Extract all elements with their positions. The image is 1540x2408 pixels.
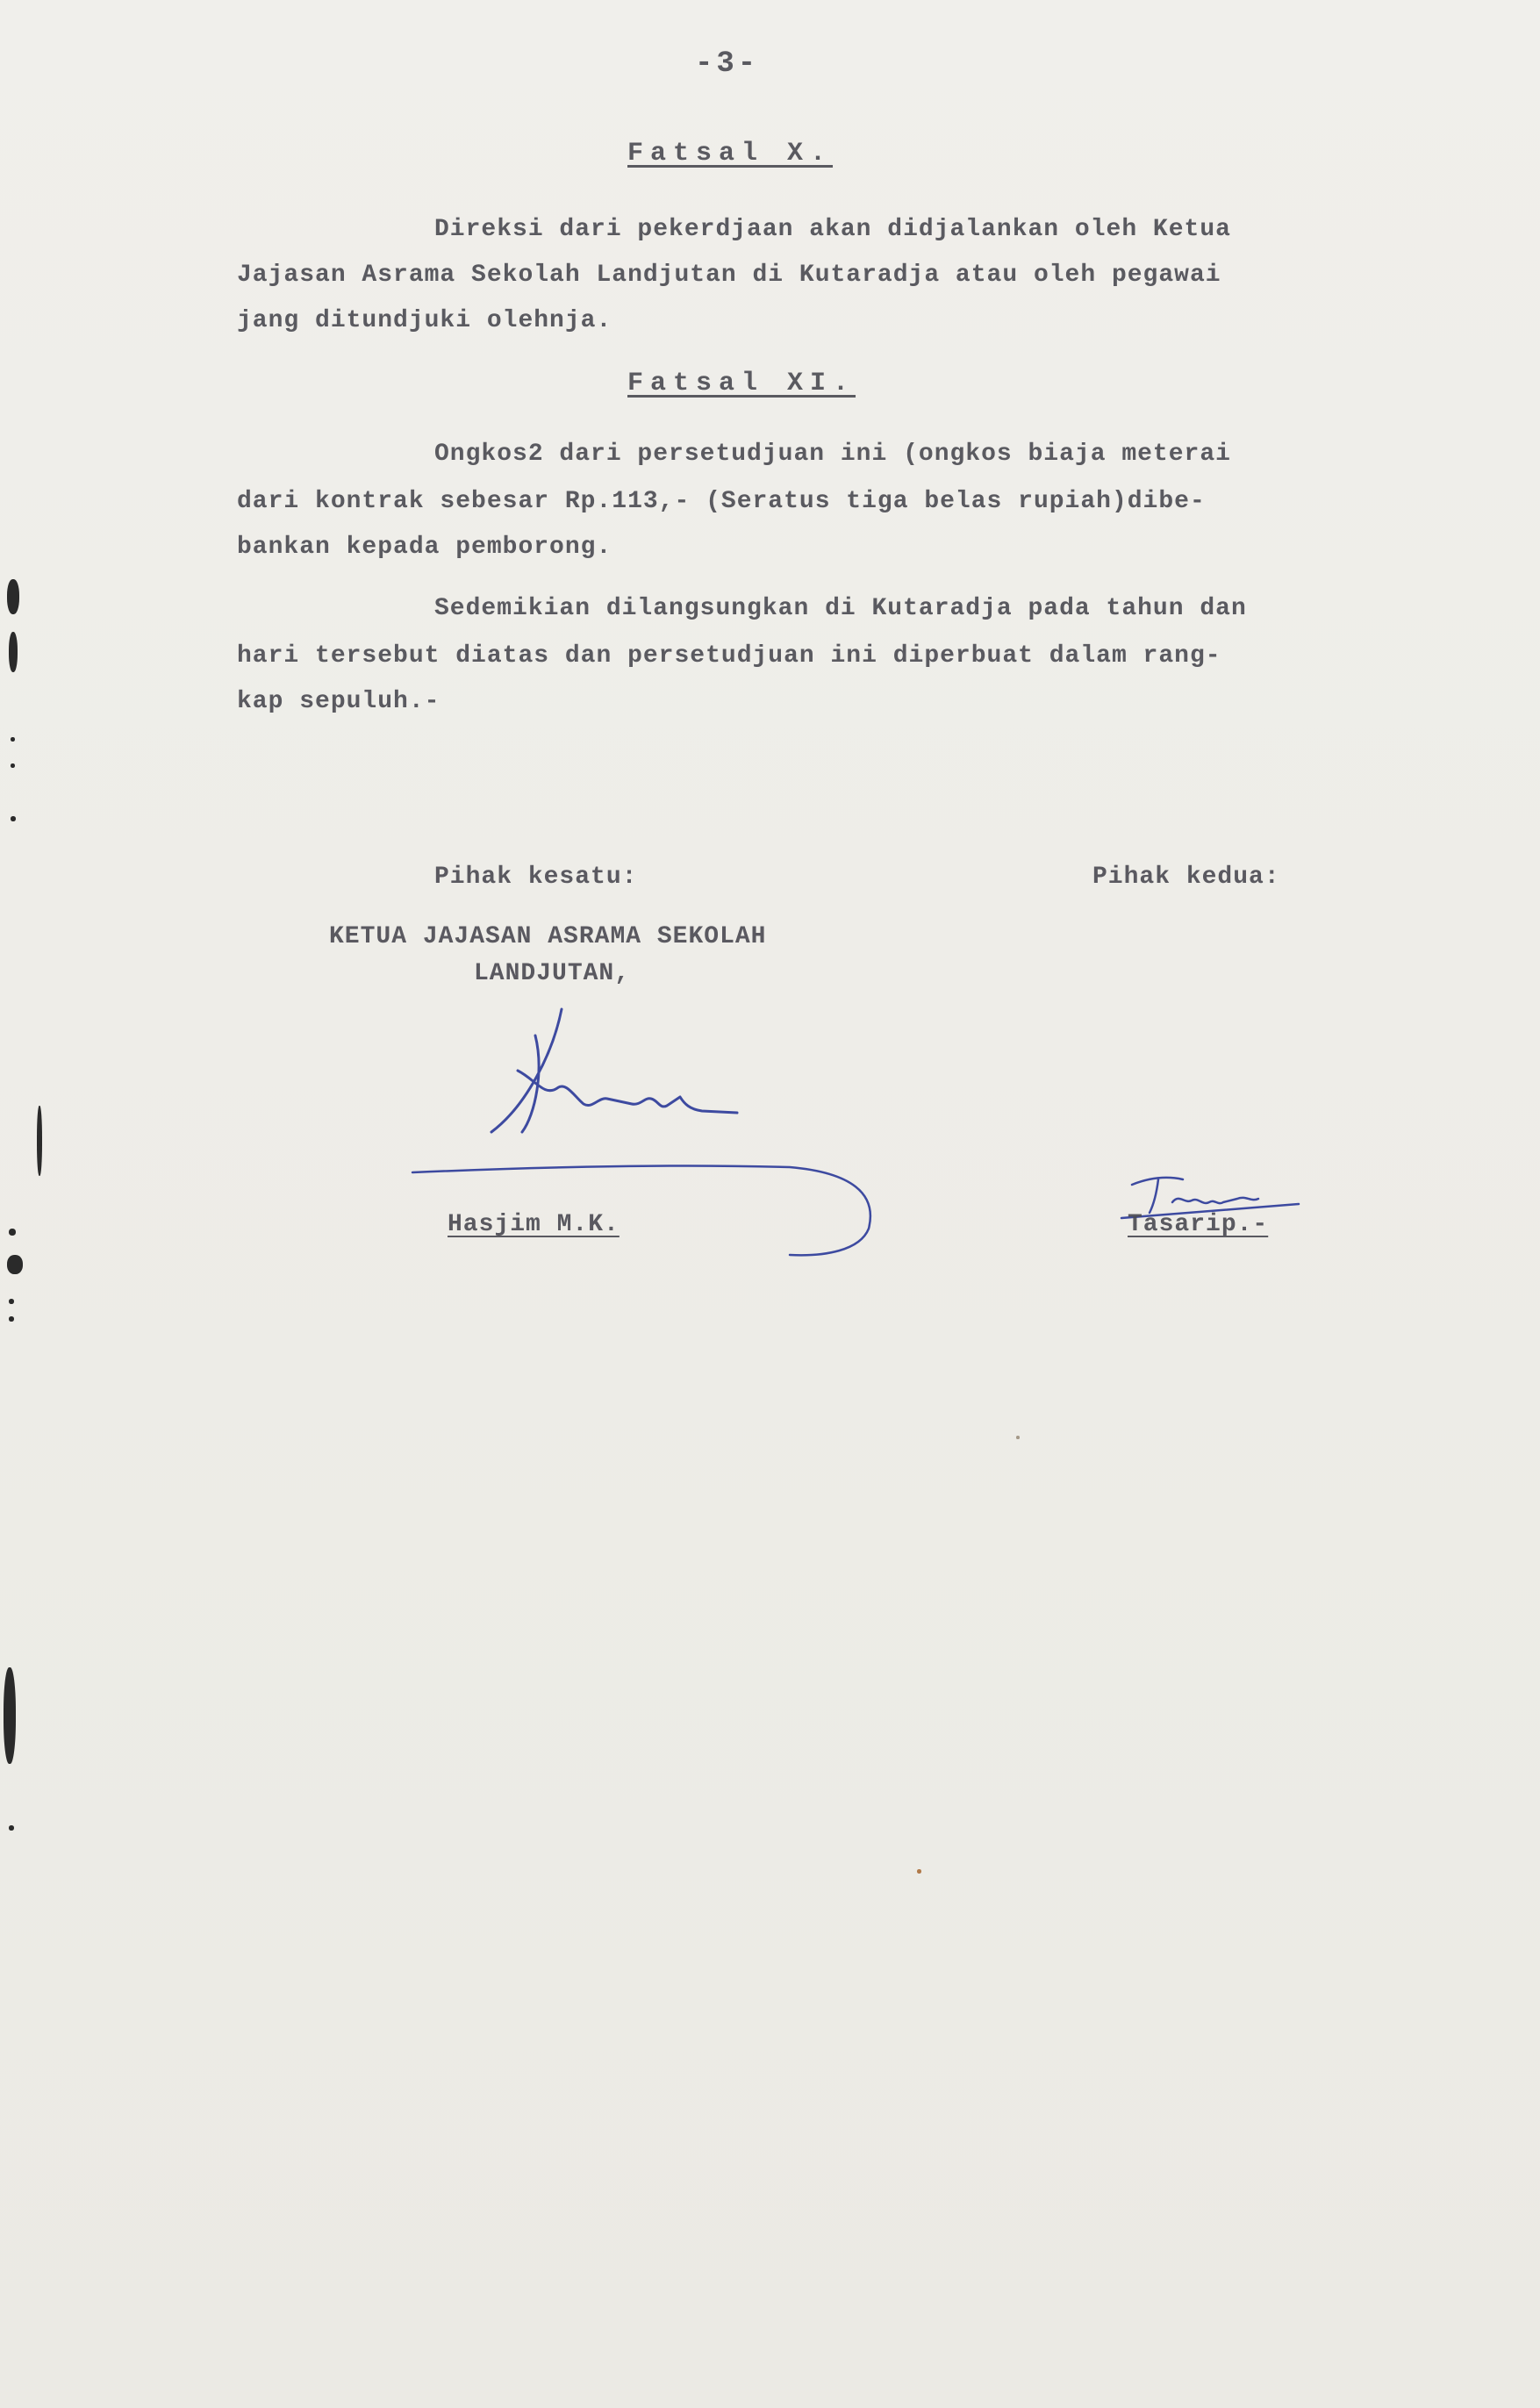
article-10-line-3: jang ditundjuki olehnja. xyxy=(237,307,612,334)
margin-mark xyxy=(7,1255,23,1274)
second-party-label: Pihak kedua: xyxy=(1092,864,1280,891)
article-11-heading: Fatsal XI. xyxy=(627,369,856,398)
paper-speck xyxy=(917,1869,921,1874)
first-party-org-line-1: KETUA JAJASAN ASRAMA SEKOLAH xyxy=(329,923,767,950)
paper-speck xyxy=(1016,1436,1020,1439)
page-number: -3- xyxy=(695,47,760,81)
margin-mark xyxy=(11,816,16,821)
second-party-name: Tasarip.- xyxy=(1128,1211,1269,1238)
first-party-label: Pihak kesatu: xyxy=(434,864,638,891)
margin-mark xyxy=(9,1825,14,1831)
article-10-line-2: Jajasan Asrama Sekolah Landjutan di Kutaradja atau oleh pegawai xyxy=(237,262,1221,289)
margin-mark xyxy=(9,632,18,672)
margin-mark xyxy=(11,763,15,768)
margin-mark xyxy=(11,737,15,742)
article-11-line-2: dari kontrak sebesar Rp.113,- (Seratus tiga belas rupiah)dibe- xyxy=(237,488,1206,515)
closing-line-3: kap sepuluh.- xyxy=(237,688,441,715)
article-10-line-1: Direksi dari pekerdjaan akan didjalankan oleh Ketua xyxy=(434,216,1231,243)
article-11-line-1: Ongkos2 dari persetudjuan ini (ongkos biaja meterai xyxy=(434,441,1231,468)
margin-mark xyxy=(7,579,19,614)
article-10-heading: Fatsal X. xyxy=(627,139,834,168)
first-party-org-line-2: LANDJUTAN, xyxy=(474,960,631,987)
margin-mark xyxy=(9,1316,14,1322)
margin-mark xyxy=(9,1299,14,1304)
article-11-line-3: bankan kepada pemborong. xyxy=(237,534,612,561)
margin-mark xyxy=(9,1229,16,1236)
margin-mark xyxy=(37,1106,42,1176)
first-party-name: Hasjim M.K. xyxy=(448,1211,620,1238)
closing-line-2: hari tersebut diatas dan persetudjuan ini diperbuat dalam rang- xyxy=(237,642,1221,670)
margin-mark xyxy=(4,1667,16,1764)
closing-line-1: Sedemikian dilangsungkan di Kutaradja pada tahun dan xyxy=(434,595,1247,622)
